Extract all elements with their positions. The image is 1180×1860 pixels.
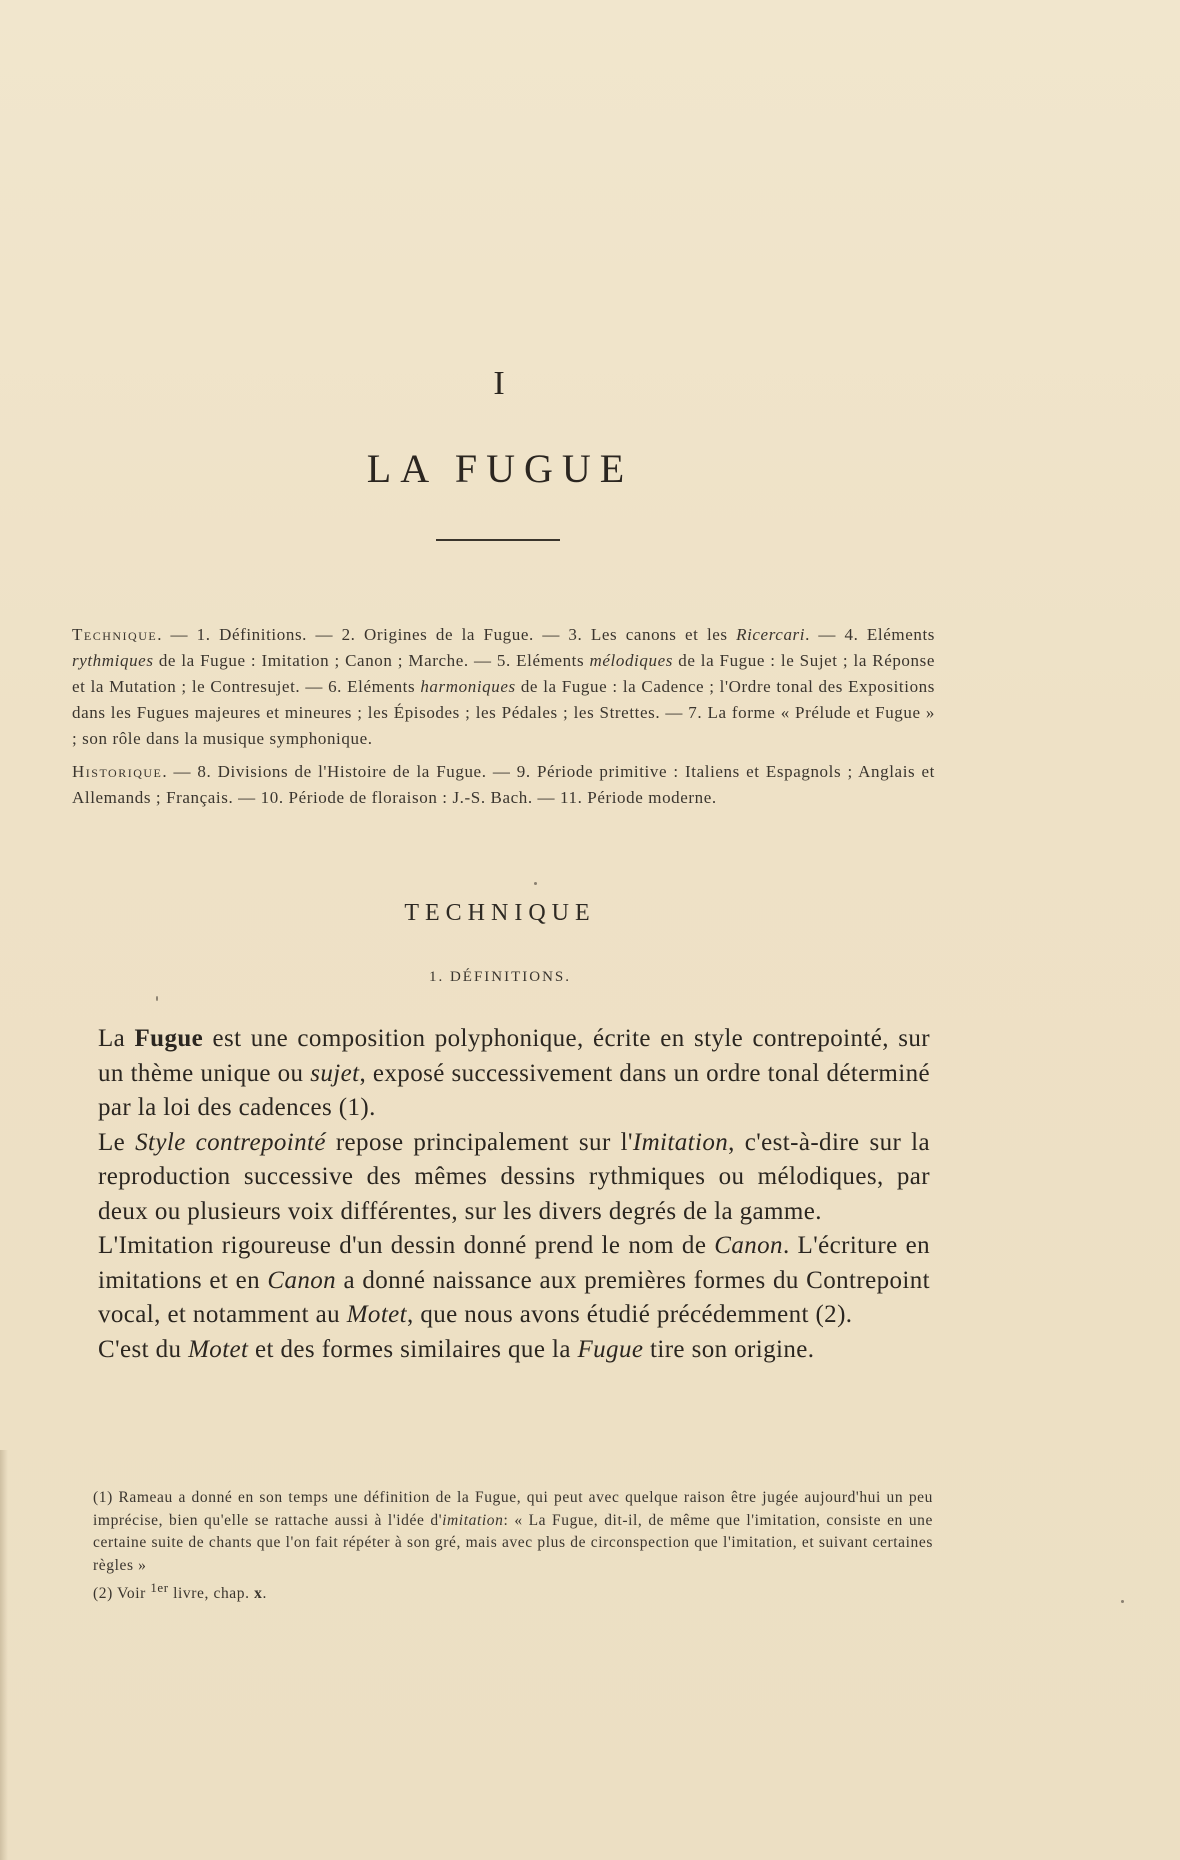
- ink-speck: [156, 996, 158, 1001]
- paragraph-4: C'est du Motet et des formes similaires que la Fugue tire son origine.: [98, 1335, 815, 1363]
- technique-label: Technique: [72, 625, 158, 644]
- footnotes: [93, 1487, 933, 1606]
- paragraph-3: L'Imitation rigoureuse d'un dessin donné prend le nom de Canon. L'écriture en imitations et en Canon a donné naissance aux premières formes du Contrepoint vocal, et notamment au Motet, que nous avons étudié précédemment (2).: [98, 1232, 930, 1328]
- ink-speck: [1121, 1600, 1124, 1603]
- summary-historique: Historique. — 8. Divisions de l'Histoire de la Fugue. — 9. Période primitive : Italiens et Espagnols ; Anglais et Allemands ; Français. — 10. Période de floraison : J.-S. Bach. — 11. Période moderne.: [72, 762, 935, 807]
- body-text: [98, 1022, 930, 1367]
- page-edge-shadow: [0, 1450, 8, 1860]
- title-rule: [436, 539, 560, 541]
- chapter-summary: [72, 622, 935, 811]
- paragraph-1: La Fugue est une composition polyphonique, écrite en style contrepointé, sur un thème unique ou sujet, exposé successivement dans un ordre tonal déterminé par la loi des cadences (1).: [98, 1025, 931, 1121]
- section-subheading: 1. DÉFINITIONS.: [428, 969, 572, 985]
- footnote-2: (2) Voir $^{1er}$ livre, chap. x.: [93, 1580, 267, 1603]
- paragraph-2: Le Style contrepointé repose principalement sur l'Imitation, c'est-à-dire sur la reproduction successive des mêmes dessins rythmiques ou mélodiques, par deux ou plusieurs voix différentes, sur les divers degrés de la gamme.: [98, 1128, 931, 1225]
- chapter-title: LA FUGUE: [366, 446, 634, 491]
- historique-label: Historique: [72, 762, 163, 781]
- chapter-number: I: [493, 365, 507, 402]
- summary-technique: Technique. — 1. Définitions. — 2. Origines de la Fugue. — 3. Les canons et les Ricercari. — 4. Eléments rythmiques de la Fugue : Imitation ; Canon ; Marche. — 5. Eléments mélodiques de la Fugue : le Sujet ; la Réponse et la Mutation ; le Contresujet. — 6. Eléments harmoniques de la Fugue : la Cadence ; l'Ordre tonal des Expositions dans les Fugues majeures et mineures ; les Épisodes ; les Pédales ; les Strettes. — 7. La forme « Prélude et Fugue » ; son rôle dans la musique symphonique.: [72, 625, 935, 748]
- footnote-1: (1) Rameau a donné en son temps une définition de la Fugue, qui peut avec quelque raison être jugée aujourd'hui un peu imprécise, bien qu'elle se rattache aussi à l'idée d'imitation: « La Fugue, dit-il, de même que l'imitation, consiste en une certaine suite de chants que l'on fait répéter à son gré, mais avec plus de circonspection que l'imitation, et suivant certaines règles »: [93, 1489, 933, 1574]
- ink-speck: [534, 882, 537, 885]
- section-heading: TECHNIQUE: [404, 900, 596, 926]
